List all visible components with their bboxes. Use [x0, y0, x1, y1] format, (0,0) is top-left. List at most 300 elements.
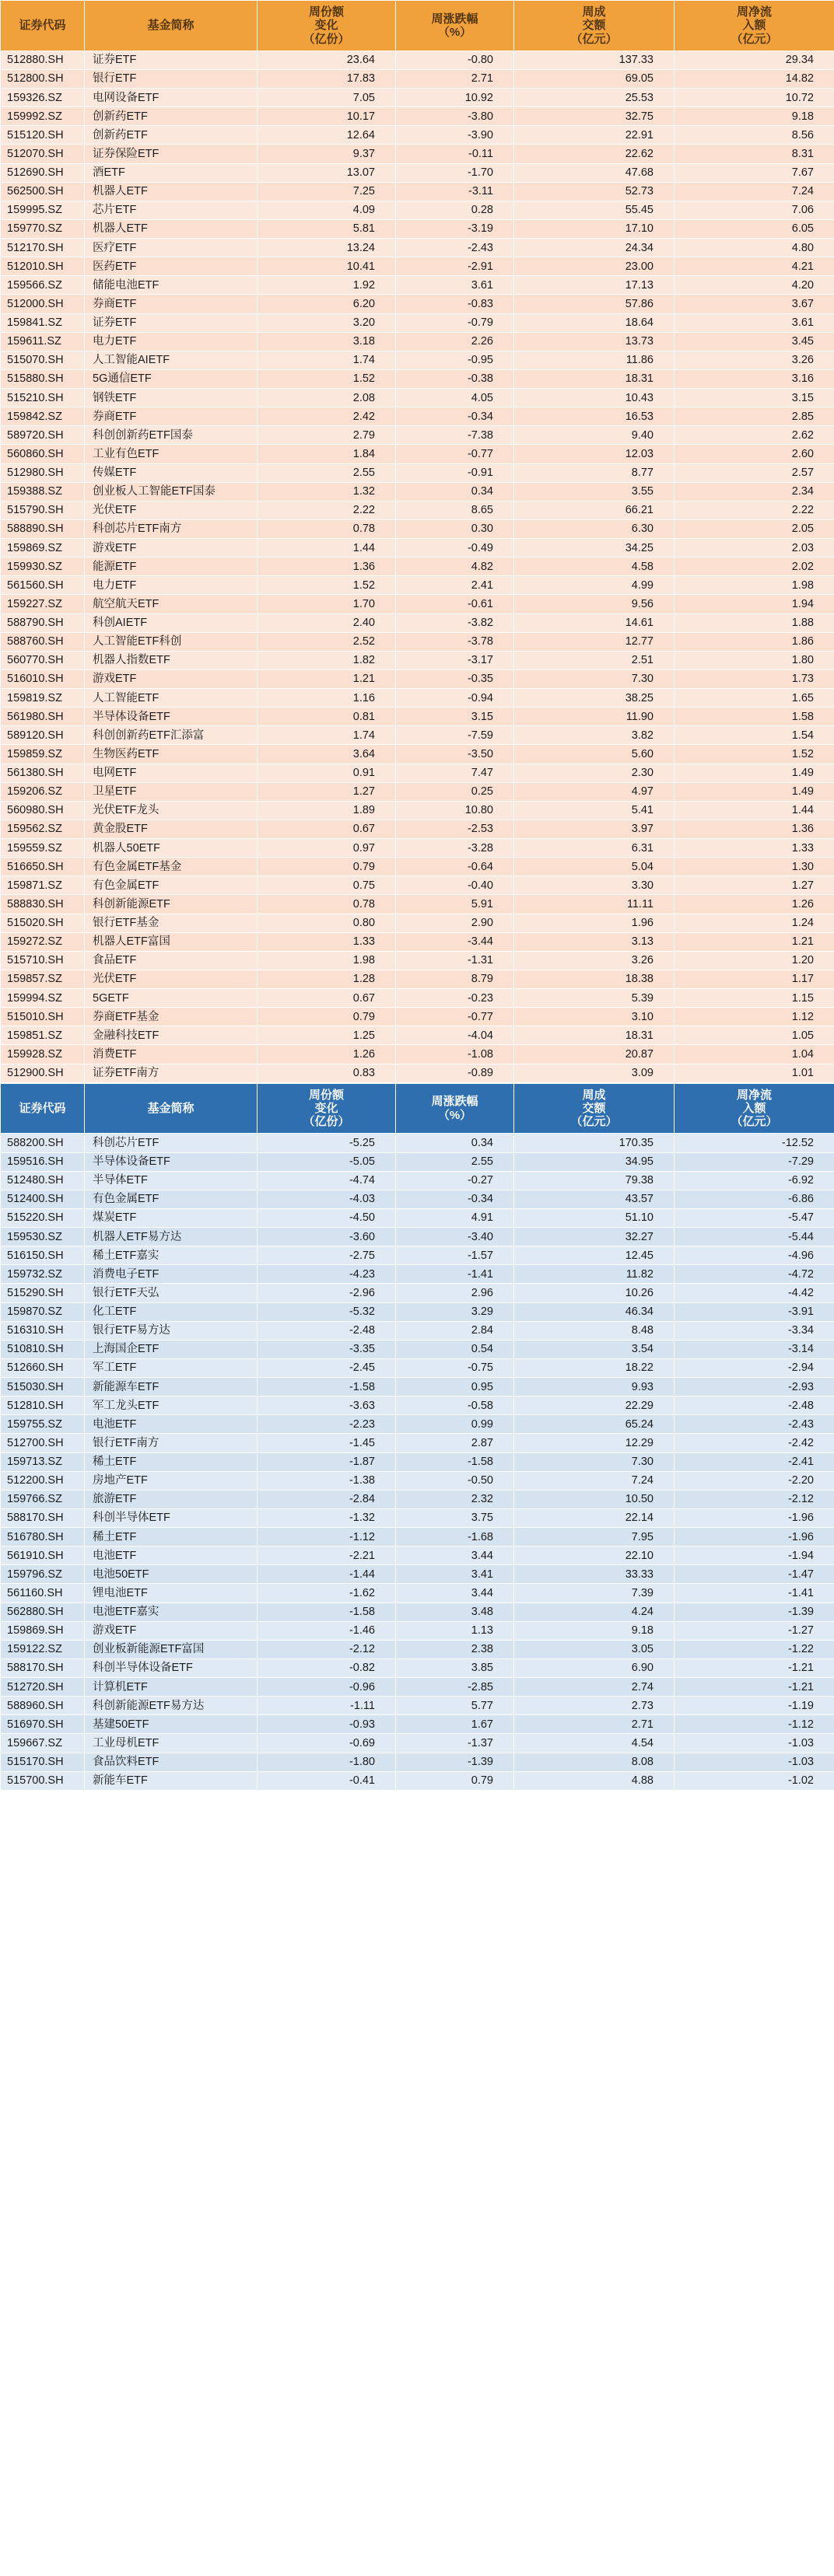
- cell-share-change: -1.11: [258, 1697, 396, 1715]
- cell-weekly-change-pct: -1.57: [396, 1246, 514, 1265]
- table-row[interactable]: [1, 1026, 834, 1045]
- cell-fund-name: 机器人ETF: [85, 219, 258, 238]
- cell-weekly-change-pct: 2.55: [396, 1152, 514, 1171]
- cell-share-change: 2.40: [258, 613, 396, 632]
- cell-weekly-change-pct: 8.65: [396, 501, 514, 519]
- cell-turnover: 79.38: [514, 1171, 675, 1190]
- cell-code: 515070.SH: [1, 351, 85, 369]
- table-row[interactable]: [1, 1490, 834, 1508]
- cell-turnover: 7.39: [514, 1584, 675, 1603]
- table-header: [1, 1, 834, 51]
- cell-weekly-change-pct: -0.75: [396, 1358, 514, 1377]
- cell-net-inflow: 4.20: [675, 276, 834, 295]
- cell-net-inflow: 1.05: [675, 1026, 834, 1045]
- table-row[interactable]: [1, 651, 834, 669]
- cell-turnover: 137.33: [514, 51, 675, 69]
- cell-turnover: 14.61: [514, 613, 675, 632]
- cell-weekly-change-pct: 0.25: [396, 782, 514, 801]
- table-row[interactable]: [1, 613, 834, 632]
- table-row[interactable]: [1, 1008, 834, 1026]
- cell-net-inflow: 1.54: [675, 726, 834, 745]
- table-row[interactable]: [1, 519, 834, 538]
- cell-net-inflow: 1.94: [675, 595, 834, 613]
- cell-net-inflow: -2.43: [675, 1415, 834, 1434]
- cell-share-change: 3.20: [258, 313, 396, 332]
- table-row[interactable]: [1, 276, 834, 295]
- table-row[interactable]: [1, 858, 834, 876]
- cell-share-change: 2.52: [258, 632, 396, 651]
- cell-fund-name: 煤炭ETF: [85, 1208, 258, 1227]
- table-row[interactable]: [1, 1134, 834, 1152]
- cell-net-inflow: 4.21: [675, 257, 834, 276]
- table-row[interactable]: [1, 1340, 834, 1358]
- cell-turnover: 4.24: [514, 1603, 675, 1621]
- cell-share-change: 1.84: [258, 445, 396, 463]
- table-row[interactable]: [1, 726, 834, 745]
- cell-weekly-change-pct: -3.44: [396, 932, 514, 951]
- cell-net-inflow: 1.80: [675, 651, 834, 669]
- cell-net-inflow: -2.94: [675, 1358, 834, 1377]
- table-row[interactable]: [1, 1152, 834, 1171]
- table-row[interactable]: [1, 89, 834, 107]
- cell-code: 512660.SH: [1, 1358, 85, 1377]
- table-row[interactable]: [1, 257, 834, 276]
- cell-code: 512010.SH: [1, 257, 85, 276]
- table-row[interactable]: [1, 1528, 834, 1547]
- table-row[interactable]: [1, 389, 834, 407]
- cell-fund-name: 游戏ETF: [85, 669, 258, 688]
- cell-code: 159869.SH: [1, 1621, 85, 1640]
- cell-share-change: 1.27: [258, 782, 396, 801]
- table-header: [1, 1083, 834, 1134]
- cell-share-change: -2.12: [258, 1640, 396, 1658]
- cell-weekly-change-pct: -3.82: [396, 613, 514, 632]
- cell-share-change: 3.64: [258, 745, 396, 764]
- cell-share-change: 0.67: [258, 989, 396, 1008]
- cell-fund-name: 工业有色ETF: [85, 445, 258, 463]
- cell-weekly-change-pct: -3.80: [396, 107, 514, 126]
- cell-fund-name: 稀土ETF: [85, 1452, 258, 1471]
- cell-code: 159871.SZ: [1, 876, 85, 895]
- cell-turnover: 12.45: [514, 1246, 675, 1265]
- table-row[interactable]: [1, 557, 834, 576]
- cell-turnover: 5.41: [514, 801, 675, 820]
- cell-code: 159562.SZ: [1, 820, 85, 838]
- cell-fund-name: 证券ETF南方: [85, 1064, 258, 1082]
- table-row[interactable]: [1, 1471, 834, 1490]
- cell-fund-name: 银行ETF: [85, 69, 258, 88]
- cell-weekly-change-pct: 5.91: [396, 895, 514, 914]
- cell-weekly-change-pct: 3.44: [396, 1584, 514, 1603]
- cell-net-inflow: 14.82: [675, 69, 834, 88]
- cell-turnover: 18.38: [514, 970, 675, 988]
- table-row[interactable]: [1, 1640, 834, 1658]
- table-row[interactable]: [1, 463, 834, 482]
- header-row: [1, 1, 834, 51]
- cell-turnover: 33.33: [514, 1565, 675, 1584]
- cell-fund-name: 电网ETF: [85, 764, 258, 782]
- cell-code: 159755.SZ: [1, 1415, 85, 1434]
- cell-turnover: 3.13: [514, 932, 675, 951]
- cell-code: 561380.SH: [1, 764, 85, 782]
- cell-turnover: 5.60: [514, 745, 675, 764]
- cell-share-change: 1.25: [258, 1026, 396, 1045]
- cell-weekly-change-pct: 3.85: [396, 1658, 514, 1677]
- table-row[interactable]: [1, 914, 834, 932]
- cell-share-change: 5.81: [258, 219, 396, 238]
- cell-weekly-change-pct: 2.32: [396, 1490, 514, 1508]
- table-row[interactable]: [1, 1190, 834, 1208]
- cell-net-inflow: -3.14: [675, 1340, 834, 1358]
- cell-turnover: 9.56: [514, 595, 675, 613]
- table-row[interactable]: [1, 501, 834, 519]
- cell-share-change: 2.55: [258, 463, 396, 482]
- cell-share-change: 2.79: [258, 426, 396, 445]
- cell-share-change: 0.78: [258, 519, 396, 538]
- cell-share-change: -2.84: [258, 1490, 396, 1508]
- table-row[interactable]: [1, 839, 834, 858]
- cell-net-inflow: 6.05: [675, 219, 834, 238]
- table-row[interactable]: [1, 1452, 834, 1471]
- cell-net-inflow: 2.05: [675, 519, 834, 538]
- table-row[interactable]: [1, 163, 834, 182]
- cell-share-change: -2.21: [258, 1547, 396, 1565]
- table-row[interactable]: [1, 989, 834, 1008]
- header-cell-code: 证券代码: [1, 1083, 85, 1134]
- cell-net-inflow: -3.91: [675, 1302, 834, 1321]
- cell-fund-name: 科创半导体设备ETF: [85, 1658, 258, 1677]
- cell-weekly-change-pct: -0.91: [396, 463, 514, 482]
- cell-turnover: 10.50: [514, 1490, 675, 1508]
- cell-code: 512480.SH: [1, 1171, 85, 1190]
- cell-fund-name: 科创AIETF: [85, 613, 258, 632]
- cell-turnover: 9.18: [514, 1621, 675, 1640]
- cell-fund-name: 传媒ETF: [85, 463, 258, 482]
- cell-code: 516150.SH: [1, 1246, 85, 1265]
- cell-share-change: 1.98: [258, 951, 396, 970]
- cell-net-inflow: -2.20: [675, 1471, 834, 1490]
- cell-weekly-change-pct: 0.99: [396, 1415, 514, 1434]
- cell-share-change: -1.12: [258, 1528, 396, 1547]
- table-row[interactable]: [1, 932, 834, 951]
- cell-net-inflow: 3.16: [675, 369, 834, 388]
- cell-turnover: 24.34: [514, 239, 675, 257]
- header-row: [1, 1083, 834, 1134]
- table-row[interactable]: [1, 1753, 834, 1771]
- table-row[interactable]: [1, 876, 834, 895]
- cell-net-inflow: 9.18: [675, 107, 834, 126]
- cell-turnover: 3.54: [514, 1340, 675, 1358]
- cell-weekly-change-pct: 2.26: [396, 332, 514, 351]
- table-row[interactable]: [1, 1302, 834, 1321]
- header-cell-weekly-change-pct: 周涨跌幅 （%）: [396, 1083, 514, 1134]
- cell-net-inflow: 3.15: [675, 389, 834, 407]
- cell-code: 516970.SH: [1, 1715, 85, 1734]
- table-row[interactable]: [1, 126, 834, 145]
- table-row[interactable]: [1, 1697, 834, 1715]
- table-row[interactable]: [1, 745, 834, 764]
- cell-weekly-change-pct: 0.79: [396, 1771, 514, 1790]
- cell-weekly-change-pct: -0.35: [396, 669, 514, 688]
- cell-net-inflow: 8.56: [675, 126, 834, 145]
- table-row[interactable]: [1, 1378, 834, 1396]
- cell-turnover: 34.25: [514, 539, 675, 557]
- table-row[interactable]: [1, 1434, 834, 1452]
- cell-code: 159994.SZ: [1, 989, 85, 1008]
- cell-weekly-change-pct: 3.15: [396, 708, 514, 726]
- table-row[interactable]: [1, 1678, 834, 1697]
- cell-turnover: 3.10: [514, 1008, 675, 1026]
- cell-net-inflow: -2.42: [675, 1434, 834, 1452]
- cell-weekly-change-pct: -0.80: [396, 51, 514, 69]
- cell-share-change: -5.05: [258, 1152, 396, 1171]
- table-row[interactable]: [1, 182, 834, 201]
- table-row[interactable]: [1, 1358, 834, 1377]
- table-row[interactable]: [1, 539, 834, 557]
- cell-turnover: 6.30: [514, 519, 675, 538]
- cell-code: 159611.SZ: [1, 332, 85, 351]
- cell-net-inflow: 3.26: [675, 351, 834, 369]
- cell-code: 159869.SZ: [1, 539, 85, 557]
- table-row[interactable]: [1, 1208, 834, 1227]
- table-row[interactable]: [1, 69, 834, 88]
- cell-share-change: -0.41: [258, 1771, 396, 1790]
- table-row[interactable]: [1, 369, 834, 388]
- table-row[interactable]: [1, 351, 834, 369]
- cell-fund-name: 5GETF: [85, 989, 258, 1008]
- cell-share-change: -0.82: [258, 1658, 396, 1677]
- cell-share-change: 1.92: [258, 276, 396, 295]
- cell-code: 159841.SZ: [1, 313, 85, 332]
- cell-turnover: 12.03: [514, 445, 675, 463]
- cell-turnover: 13.73: [514, 332, 675, 351]
- table-row[interactable]: [1, 201, 834, 219]
- table-row[interactable]: [1, 426, 834, 445]
- cell-fund-name: 光伏ETF: [85, 970, 258, 988]
- cell-weekly-change-pct: 0.30: [396, 519, 514, 538]
- cell-share-change: -1.38: [258, 1471, 396, 1490]
- cell-net-inflow: 1.36: [675, 820, 834, 838]
- cell-weekly-change-pct: 3.61: [396, 276, 514, 295]
- cell-share-change: 0.80: [258, 914, 396, 932]
- cell-share-change: 0.83: [258, 1064, 396, 1082]
- cell-net-inflow: -2.93: [675, 1378, 834, 1396]
- cell-code: 515170.SH: [1, 1753, 85, 1771]
- cell-code: 588960.SH: [1, 1697, 85, 1715]
- cell-fund-name: 机器人指数ETF: [85, 651, 258, 669]
- cell-net-inflow: 1.01: [675, 1064, 834, 1082]
- cell-code: 159770.SZ: [1, 219, 85, 238]
- cell-code: 159928.SZ: [1, 1045, 85, 1064]
- cell-weekly-change-pct: -1.39: [396, 1753, 514, 1771]
- table-row[interactable]: [1, 1064, 834, 1082]
- cell-code: 588170.SH: [1, 1658, 85, 1677]
- table-row[interactable]: [1, 445, 834, 463]
- cell-share-change: -0.96: [258, 1678, 396, 1697]
- table-row[interactable]: [1, 1547, 834, 1565]
- table-row[interactable]: [1, 1658, 834, 1677]
- cell-weekly-change-pct: 4.82: [396, 557, 514, 576]
- table-row[interactable]: [1, 219, 834, 238]
- cell-fund-name: 科创创新药ETF汇添富: [85, 726, 258, 745]
- table-row[interactable]: [1, 482, 834, 501]
- cell-code: 512900.SH: [1, 1064, 85, 1082]
- table-row[interactable]: [1, 1396, 834, 1415]
- cell-fund-name: 科创创新药ETF国泰: [85, 426, 258, 445]
- table-row[interactable]: [1, 1715, 834, 1734]
- cell-turnover: 9.93: [514, 1378, 675, 1396]
- table-row[interactable]: [1, 145, 834, 163]
- cell-fund-name: 证券ETF: [85, 51, 258, 69]
- table-row[interactable]: [1, 407, 834, 426]
- cell-code: 512720.SH: [1, 1678, 85, 1697]
- table-row[interactable]: [1, 313, 834, 332]
- cell-fund-name: 5G通信ETF: [85, 369, 258, 388]
- cell-fund-name: 新能源车ETF: [85, 1378, 258, 1396]
- table-row[interactable]: [1, 1284, 834, 1302]
- cell-turnover: 12.29: [514, 1434, 675, 1452]
- cell-share-change: -5.25: [258, 1134, 396, 1152]
- cell-weekly-change-pct: -3.50: [396, 745, 514, 764]
- table-row[interactable]: [1, 820, 834, 838]
- cell-turnover: 9.40: [514, 426, 675, 445]
- cell-code: 515880.SH: [1, 369, 85, 388]
- cell-turnover: 55.45: [514, 201, 675, 219]
- cell-net-inflow: -2.41: [675, 1452, 834, 1471]
- cell-share-change: -1.80: [258, 1753, 396, 1771]
- cell-share-change: -1.58: [258, 1603, 396, 1621]
- table-row[interactable]: [1, 1171, 834, 1190]
- cell-code: 159326.SZ: [1, 89, 85, 107]
- cell-fund-name: 游戏ETF: [85, 1621, 258, 1640]
- table-row[interactable]: [1, 1584, 834, 1603]
- cell-code: 515030.SH: [1, 1378, 85, 1396]
- table-row[interactable]: [1, 1246, 834, 1265]
- cell-turnover: 11.90: [514, 708, 675, 726]
- cell-code: 589720.SH: [1, 426, 85, 445]
- table-row[interactable]: [1, 239, 834, 257]
- table-row[interactable]: [1, 708, 834, 726]
- cell-code: 510810.SH: [1, 1340, 85, 1358]
- cell-share-change: -3.35: [258, 1340, 396, 1358]
- table-row[interactable]: [1, 107, 834, 126]
- header-cell-share-change: 周份额 变化 （亿份）: [258, 1, 396, 51]
- table-row[interactable]: [1, 632, 834, 651]
- table-row[interactable]: [1, 332, 834, 351]
- table-row[interactable]: [1, 1621, 834, 1640]
- cell-code: 588200.SH: [1, 1134, 85, 1152]
- cell-net-inflow: 7.06: [675, 201, 834, 219]
- cell-turnover: 7.30: [514, 669, 675, 688]
- cell-fund-name: 人工智能AIETF: [85, 351, 258, 369]
- cell-weekly-change-pct: -1.08: [396, 1045, 514, 1064]
- cell-net-inflow: -1.03: [675, 1753, 834, 1771]
- cell-code: 516650.SH: [1, 858, 85, 876]
- cell-fund-name: 人工智能ETF科创: [85, 632, 258, 651]
- cell-code: 515210.SH: [1, 389, 85, 407]
- table-row[interactable]: [1, 689, 834, 708]
- cell-code: 588890.SH: [1, 519, 85, 538]
- table-row[interactable]: [1, 782, 834, 801]
- cell-turnover: 8.08: [514, 1753, 675, 1771]
- cell-net-inflow: 1.15: [675, 989, 834, 1008]
- cell-turnover: 65.24: [514, 1415, 675, 1434]
- cell-turnover: 11.11: [514, 895, 675, 914]
- cell-fund-name: 科创芯片ETF南方: [85, 519, 258, 538]
- cell-turnover: 4.58: [514, 557, 675, 576]
- table-row[interactable]: [1, 1321, 834, 1340]
- cell-code: 512810.SH: [1, 1396, 85, 1415]
- cell-weekly-change-pct: -0.34: [396, 407, 514, 426]
- table-row[interactable]: [1, 295, 834, 313]
- cell-net-inflow: -7.29: [675, 1152, 834, 1171]
- cell-code: 159206.SZ: [1, 782, 85, 801]
- cell-fund-name: 科创新能源ETF易方达: [85, 1697, 258, 1715]
- table-row[interactable]: [1, 1508, 834, 1527]
- table-row[interactable]: [1, 51, 834, 69]
- cell-share-change: 17.83: [258, 69, 396, 88]
- table-row[interactable]: [1, 895, 834, 914]
- cell-weekly-change-pct: -0.77: [396, 445, 514, 463]
- cell-fund-name: 有色金属ETF: [85, 876, 258, 895]
- cell-weekly-change-pct: -0.23: [396, 989, 514, 1008]
- table-row[interactable]: [1, 595, 834, 613]
- cell-fund-name: 黄金股ETF: [85, 820, 258, 838]
- cell-weekly-change-pct: -0.79: [396, 313, 514, 332]
- table-row[interactable]: [1, 764, 834, 782]
- table-row[interactable]: [1, 576, 834, 595]
- cell-share-change: -4.74: [258, 1171, 396, 1190]
- cell-turnover: 3.97: [514, 820, 675, 838]
- cell-share-change: 1.44: [258, 539, 396, 557]
- cell-code: 159516.SH: [1, 1152, 85, 1171]
- table-row[interactable]: [1, 1771, 834, 1790]
- cell-weekly-change-pct: -0.89: [396, 1064, 514, 1082]
- cell-code: 516310.SH: [1, 1321, 85, 1340]
- cell-net-inflow: -1.96: [675, 1508, 834, 1527]
- table-row[interactable]: [1, 801, 834, 820]
- cell-weekly-change-pct: -7.38: [396, 426, 514, 445]
- table-row[interactable]: [1, 1734, 834, 1753]
- cell-fund-name: 半导体设备ETF: [85, 1152, 258, 1171]
- cell-net-inflow: 1.26: [675, 895, 834, 914]
- table-row[interactable]: [1, 1603, 834, 1621]
- cell-turnover: 23.00: [514, 257, 675, 276]
- cell-turnover: 7.95: [514, 1528, 675, 1547]
- cell-net-inflow: -5.47: [675, 1208, 834, 1227]
- table-row[interactable]: [1, 1565, 834, 1584]
- table-row[interactable]: [1, 1265, 834, 1284]
- table-row[interactable]: [1, 669, 834, 688]
- cell-fund-name: 新能车ETF: [85, 1771, 258, 1790]
- cell-code: 159530.SZ: [1, 1228, 85, 1246]
- cell-code: 588170.SH: [1, 1508, 85, 1527]
- cell-code: 515010.SH: [1, 1008, 85, 1026]
- table-row[interactable]: [1, 1415, 834, 1434]
- cell-weekly-change-pct: -1.58: [396, 1452, 514, 1471]
- cell-net-inflow: 1.12: [675, 1008, 834, 1026]
- table-row[interactable]: [1, 1045, 834, 1064]
- cell-code: 561980.SH: [1, 708, 85, 726]
- table-row[interactable]: [1, 951, 834, 970]
- table-row[interactable]: [1, 1228, 834, 1246]
- cell-weekly-change-pct: -0.64: [396, 858, 514, 876]
- cell-share-change: -3.63: [258, 1396, 396, 1415]
- cell-fund-name: 银行ETF南方: [85, 1434, 258, 1452]
- cell-weekly-change-pct: -3.11: [396, 182, 514, 201]
- table-row[interactable]: [1, 970, 834, 988]
- cell-fund-name: 光伏ETF龙头: [85, 801, 258, 820]
